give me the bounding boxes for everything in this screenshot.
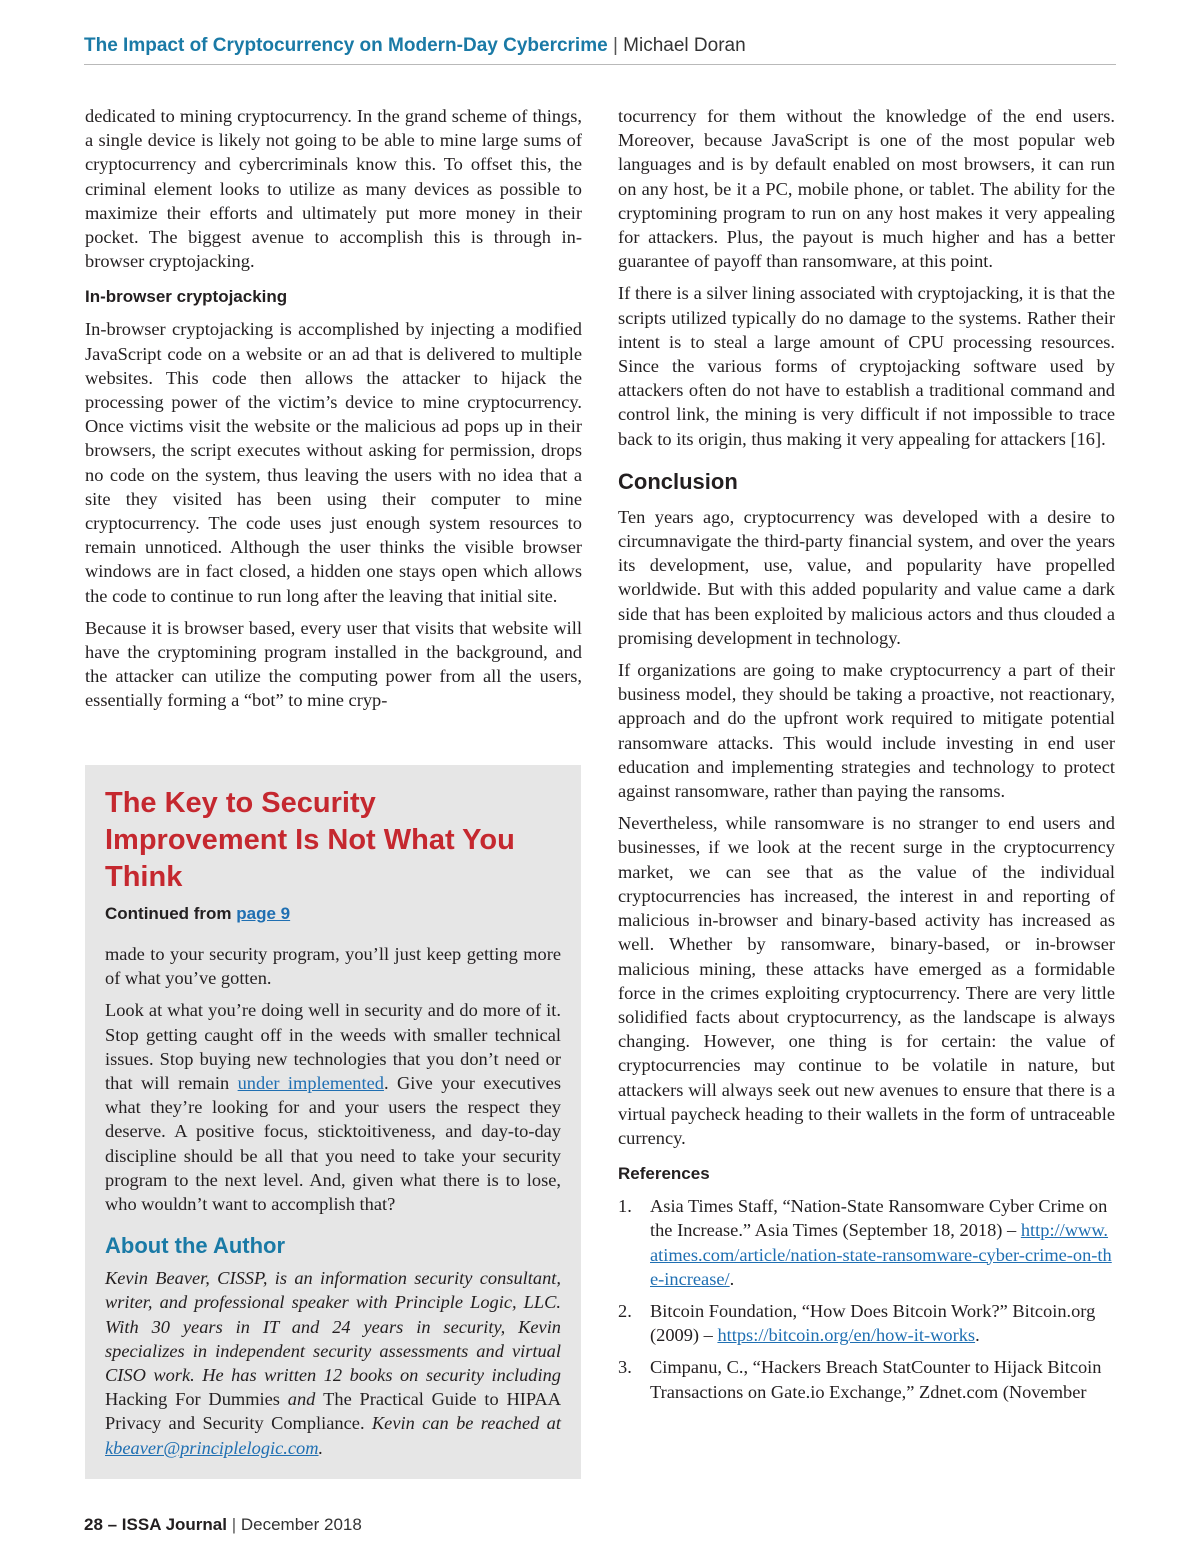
header-separator: | bbox=[612, 35, 618, 56]
bio-book-1: Hacking For Dummies bbox=[105, 1389, 280, 1410]
reference-number: 3. bbox=[618, 1357, 632, 1378]
reference-end: . bbox=[729, 1268, 735, 1289]
bio-end: . bbox=[318, 1437, 324, 1458]
article-title: The Impact of Cryptocurrency on Modern-Day Cybercrime bbox=[84, 35, 608, 56]
references-list bbox=[618, 1194, 1115, 1404]
sidebar-title: The Key to Security Improvement Is Not What You Think bbox=[105, 787, 515, 893]
reference-number: 1. bbox=[618, 1196, 632, 1217]
sidebar-paragraph-2 bbox=[105, 998, 561, 1216]
reference-end: . bbox=[975, 1325, 980, 1346]
under-implemented-link[interactable]: under implemented bbox=[237, 1073, 384, 1094]
sidebar-paragraph-1: made to your security program, you’ll just keep getting more of what you’ve gotten. bbox=[105, 944, 561, 989]
references-heading: References bbox=[618, 1164, 710, 1184]
right-paragraph-1: tocurrency for them without the knowledge of the end users. Moreover, because JavaScript is one of the most popular web languages and is by default enabled on most browsers, it can run on any host, be it a PC, mobile phone, or tablet. The ability for the cryptomining program to run on any host makes it very appealing for attackers. Plus, the payout is much higher and has a better guarantee of payoff than ransomware, at this point. bbox=[618, 106, 1115, 272]
right-column bbox=[618, 104, 1115, 1412]
conclusion-paragraph-1: Ten years ago, cryptocurrency was developed with a desire to circumnavigate the third-party financial system, and over the years its development, use, value, and popularity have propelled worldwide. But with this added popularity and value came a dark side that has been exploited by malicious actors and thus clouded a promising development in technology. bbox=[618, 506, 1115, 648]
continued-label: Continued from bbox=[105, 904, 232, 923]
footer-separator: | bbox=[231, 1515, 237, 1534]
author-email-link[interactable]: kbeaver@principlelogic.com bbox=[105, 1437, 319, 1458]
bio-text-b: Kevin can be reached at bbox=[371, 1413, 561, 1434]
reference-number: 2. bbox=[618, 1300, 632, 1321]
sidebar-p2-text-a: Look at what you’re doing well in security and do more of it. Stop getting caught off in the weeds with smaller technical issues. Stop buying new technologies that you don’t need or that will remain bbox=[105, 1000, 561, 1094]
footer-date: December 2018 bbox=[240, 1515, 362, 1534]
sidebar-p2-text-b: . Give your executives what they’re looking for and your users the respect they deserve. A positive focus, sticktoitiveness, and day-to-day discipline should be all that you need to take your security program to the next level. And, given what there is to lose, who wouldn’t want to accomplish that? bbox=[105, 1073, 561, 1215]
reference-text: Cimpanu, C., “Hackers Breach StatCounter to Hijack Bitcoin Transactions on Gate.io Exchange,” Zdnet.com (November bbox=[650, 1357, 1102, 1402]
sidebar-box bbox=[85, 765, 581, 1479]
about-author-heading: About the Author bbox=[105, 1233, 286, 1259]
article-author: Michael Doran bbox=[623, 35, 746, 56]
reference-item bbox=[618, 1194, 1115, 1291]
bio-and: and bbox=[287, 1389, 316, 1410]
bio-text-a: Kevin Beaver, CISSP, is an information security consultant, writer, and professional speaker with Principle Logic, LLC. With 30 years in IT and 24 years in security, Kevin specializes in independent security assessments and virtual CISO work. He has written 12 books on security including bbox=[105, 1268, 561, 1386]
running-header bbox=[84, 34, 1116, 58]
conclusion-heading: Conclusion bbox=[618, 468, 738, 494]
header-rule bbox=[84, 64, 1116, 65]
reference-text: Asia Times Staff, “Nation-State Ransomware Cyber Crime on the Increase.” Asia Times (September 18, 2018) – bbox=[650, 1196, 1108, 1241]
left-column bbox=[85, 104, 582, 721]
left-paragraph-2: In-browser cryptojacking is accomplished by injecting a modified JavaScript code on a website or an ad that is delivered to multiple websites. This code then allows the attacker to hijack the processing power of the victim’s device to mine cryptocurrency. Once victims visit the website or the malicious ad pops up in their browsers, the script executes without asking for permission, drops no code on the system, thus leaving the users with no idea that a site they visited has been using their computer to mine cryptocurrency. The code uses just enough system resources to remain unnoticed. Although the user thinks the visible browser windows are in fact closed, a hidden one stays open which allows the code to continue to run long after the leaving that initial site. bbox=[85, 319, 582, 606]
left-paragraph-1: dedicated to mining cryptocurrency. In the grand scheme of things, a single device is likely not going to be able to mine large sums of cryptocurrency and cybercriminals know this. To offset this, the criminal element looks to utilize as many devices as possible to maximize their efforts and ultimately put more money in their pocket. The biggest avenue to accomplish this is through in-browser cryptojacking. bbox=[85, 106, 582, 272]
reference-url[interactable]: http://www.atimes.com/article/nation-state-ransomware-cyber-crime-on-the-increase/ bbox=[650, 1220, 1112, 1289]
reference-text: Bitcoin Foundation, “How Does Bitcoin Work?” Bitcoin.org (2009) – bbox=[650, 1300, 1096, 1346]
subheading-in-browser-cryptojacking: In-browser cryptojacking bbox=[85, 287, 288, 307]
right-paragraph-2: If there is a silver lining associated with cryptojacking, it is that the scripts utilized typically do no damage to the systems. Rather their intent is to steal a large amount of CPU processing resources. Since the various forms of cryptojacking software used by attackers often do not have to establish a traditional command and control link, the mining is very difficult if not impossible to trace back to its origin, thus making it very appealing for attackers [16]. bbox=[618, 283, 1115, 449]
author-bio bbox=[105, 1266, 561, 1460]
reference-item bbox=[618, 1299, 1115, 1347]
footer-page-label: 28 – ISSA Journal bbox=[84, 1515, 227, 1534]
page-footer bbox=[84, 1514, 362, 1536]
continued-page-link[interactable]: page 9 bbox=[236, 904, 291, 923]
reference-item bbox=[618, 1355, 1115, 1403]
bio-book-2: The Practical Guide to HIPAA Privacy and Security Compliance. bbox=[105, 1389, 561, 1434]
conclusion-paragraph-2: If organizations are going to make cryptocurrency a part of their business model, they should be taking a proactive, not reactionary, approach and do the upfront work required to mitigate potential ransomware attacks. This would include investing in end user education and implementing strategies and technology to protect against ransomware, rather than paying the ransoms. bbox=[618, 660, 1115, 802]
conclusion-paragraph-3: Nevertheless, while ransomware is no stranger to end users and businesses, if we look at the recent surge in the cryptocurrency market, we can see that as the value of the individual cryptocurrencies has increased, the interest in and reporting of malicious in-browser and binary-based activity has increased as well. Whether by ransomware, binary-based, or in-browser malicious mining, these attacks have emerged as a formidable force in the crimes exploiting cryptocurrency. There are very little solidified facts about cryptocurrency, as the landscape is always changing. However, one thing is for certain: the value of cryptocurrencies may continue to be volatile in nature, but attackers will always seek out new avenues to ensure that there is a virtual paycheck heading to their wallets in the form of untraceable currency. bbox=[618, 813, 1115, 1148]
sidebar-continued bbox=[105, 902, 561, 926]
reference-url[interactable]: https://bitcoin.org/en/how-it-works bbox=[717, 1325, 976, 1346]
left-paragraph-3: Because it is browser based, every user that visits that website will have the cryptomining program installed in the background, and the attacker can utilize the computing power from all the users, essentially forming a “bot” to mine cryp- bbox=[85, 617, 582, 711]
